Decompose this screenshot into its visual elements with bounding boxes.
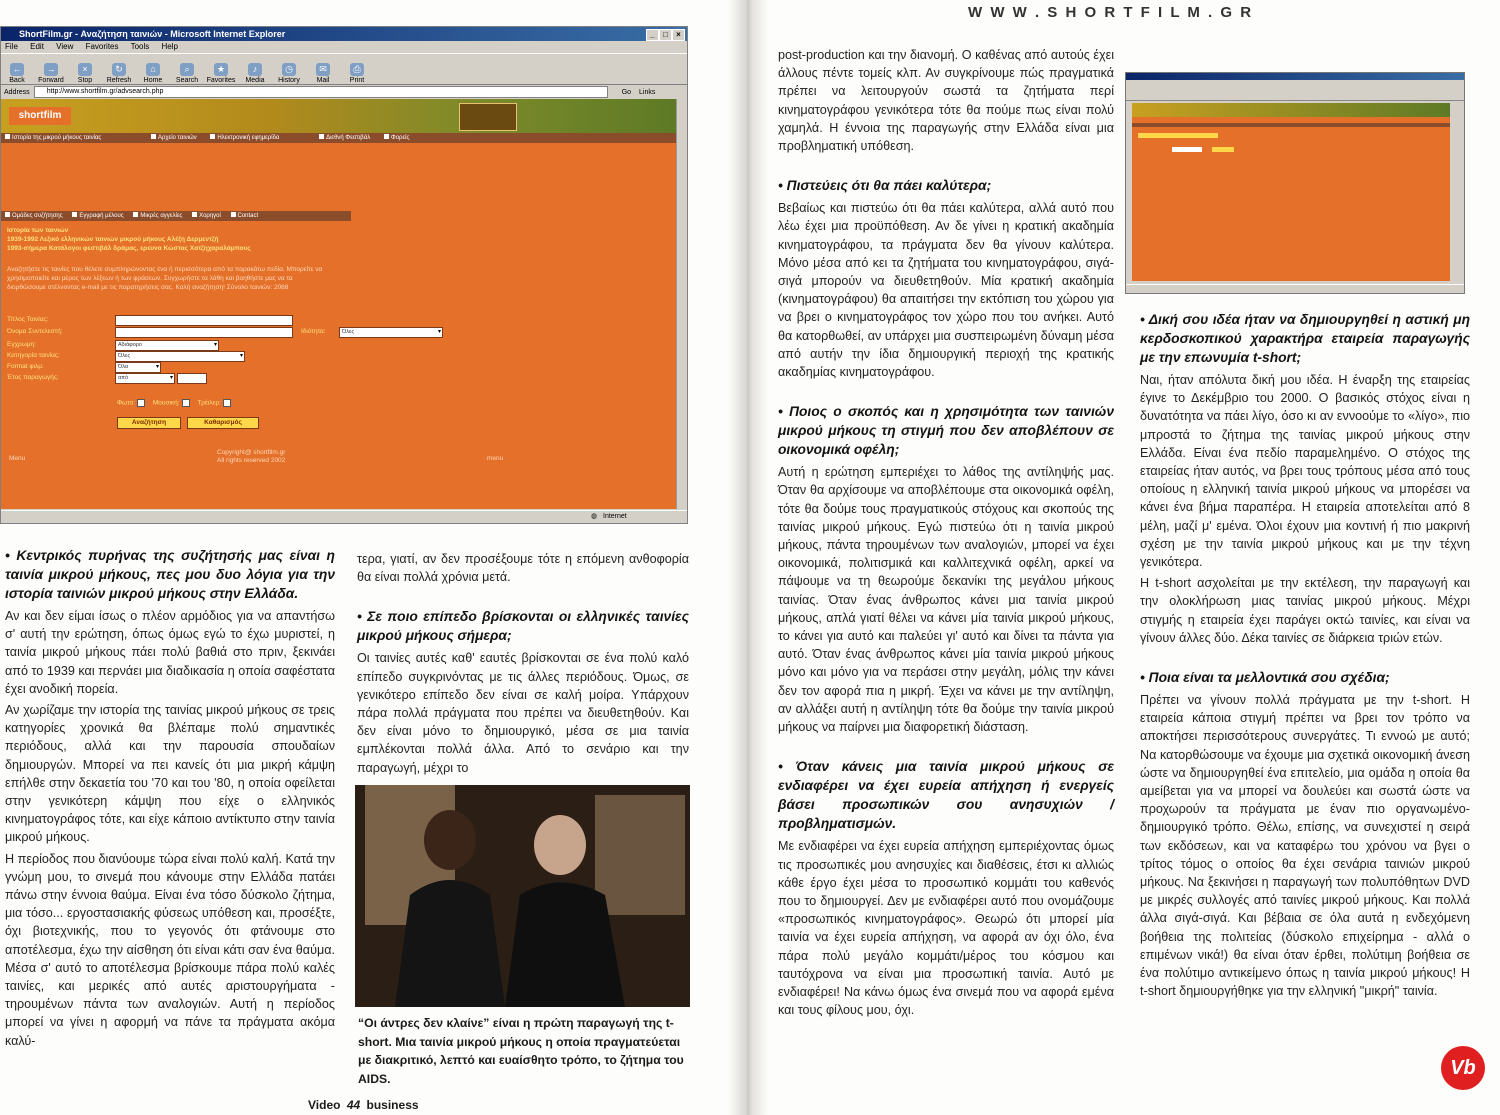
left-column-2 [357, 550, 689, 780]
right-column-2 [1140, 310, 1470, 1004]
search-icon: ⌕ [180, 63, 194, 76]
toolbar-forward: → Forward [38, 64, 64, 84]
two-men-photo-icon [355, 785, 690, 1007]
question-better: • Πιστεύεις ότι θα πάει καλύτερα; [778, 178, 992, 194]
label-role: Ιδιότητα: [301, 328, 326, 335]
paragraph: Αν και δεν είμαι ίσως ο πλέον αρμόδιος για να απαντήσω σ' αυτή την ερώτηση, όπως όμως εγώ το έχω μυριστεί, η ταινία μικρού μήκους πάει πολύ βαθιά στο πριν, ξεκινάει από το 1939 και περνάει μια διαδικασία η οποία σαφέστατα έχει ανοδική πορεία. [5, 609, 335, 696]
label-format: Format φιλμ: [7, 363, 44, 370]
side-left-label: Menu [9, 455, 26, 462]
copyright-1: Copyright@ shortfilm.gr [217, 449, 286, 456]
label-color: Εγχρωμη: [7, 341, 36, 348]
history-title: Ιστορία των ταινιών [7, 227, 69, 234]
label-category: Κατηγορία ταινίας: [7, 352, 60, 359]
title-input [115, 315, 293, 326]
left-column-1 [5, 546, 335, 1053]
question-future: • Ποια είναι τα μελλοντικά σου σχέδια; [1140, 670, 1390, 686]
toolbar-favorites: ★ Favorites [206, 64, 236, 84]
browser-thumbnail-screenshot [1125, 72, 1465, 294]
go-button: Go [621, 88, 632, 96]
paragraph: Πρέπει να γίνουν πολλά πράγματα με την t-short. Η εταιρεία κάποια στιγμή πρέπει να βρει τον τρόπο να αποκτήσει περισσότερους συνεργάτες. Τι εννοώ με αυτό; Να κατορθώσουμε να έχουμε μια σχετικά οικονομική άνεση ώστε να δημιουργηθεί ένα επιτελείο, μια ομάδα η οποία θα αμείβεται για να μπορεί να δουλεύει και σωστά ώστε να προχωρούν τα πράγματα με έναν πιο οργανωμένο-δημιουργικό τρόπο. Θέλω, επίσης, να συνεχιστεί η σειρά των εκδόσεων, και να καταφέρω του χρόνου να βγει ο τρίτος τόμος ο οποίος θα έχει σενάρια ταινιών μικρού μήκους. Να ξεκινήσει η παραγωγή των πολυπόθητων DVD με μικρές συλλογές από ταινίες μικρού μήκους. Και πολλά άλλα σιγά-σιγά. Και βέβαια σε όλα αυτά η ενδεχόμενη βοήθεια της πολιτείας (δύσκολο επιχείρημα - αλλά ο επιμένων νικά!) θα είναι όταν έρθει, πολύτιμη βοήθεια σε ένα πολύτιμο αντικείμενο όπως η ταινία μικρού μήκους! Η t-short δημιουργήθηκε για την ελληνική "μικρή" ταινία. [1140, 693, 1470, 999]
label-year: Έτος παραγωγής: [7, 374, 59, 381]
copyright-2: All rights reserved 2002 [217, 457, 286, 464]
menu-tools: Tools [130, 42, 150, 51]
side-right-label: menu [487, 455, 504, 462]
forward-arrow-icon: → [44, 63, 58, 76]
trailer-checkbox [223, 399, 231, 407]
toolbar-media: ♪ Media [245, 64, 265, 84]
menu-view: View [56, 42, 74, 51]
browser-title-bar [1, 27, 687, 41]
page-footer [308, 1098, 419, 1112]
site-logo: shortfilm [9, 107, 71, 125]
search-button: Αναζήτηση [117, 417, 181, 429]
question-t-short: • Δική σου ιδέα ήταν να δημιουργηθεί η αστική μη κερδοσκοπικού χαρακτήρα εταιρεία παραγωγής με την επωνυμία t-short; [1140, 312, 1470, 365]
label-contributor: Όνομα Συντελεστή: [7, 328, 63, 335]
toolbar-refresh: ↻ Refresh [106, 64, 132, 84]
toolbar-print: ⎙ Print [349, 64, 365, 84]
question-level: • Σε ποιο επίπεδο βρίσκονται οι ελληνικές ταινίες μικρού μήκους σήμερα; [357, 609, 689, 644]
site-banner-image [459, 103, 517, 131]
thumbnail-heading [1138, 133, 1218, 138]
paragraph: Η t-short ασχολείται με την εκτέλεση, την παραγωγή και την ολοκλήρωση μιας ταινίας μικρού μήκους. Μέχρι στιγμής η εταιρεία έχει παράγει οκτώ ταινίες, και είναι να γίνουν άλλες δύο. Δέκα ταινίες σε διάρκεια τριών ετών. [1140, 576, 1470, 645]
browser-status-bar [1, 510, 687, 523]
media-icon: ♪ [248, 63, 262, 76]
toolbar-home: ⌂ Home [143, 64, 163, 84]
status-zone: Internet [603, 513, 627, 520]
site-nav: Ιστορία της μικρού μήκους ταινίας Αρχείο ταινιών Ηλεκτρονική εφημερίδα Διεθνή Φεστιβάλ Φορείς [1, 133, 677, 143]
toolbar-history: ◷ History [278, 64, 300, 84]
minimize-icon: _ [646, 29, 659, 41]
menu-file: File [5, 42, 18, 51]
thumbnail-content [1132, 103, 1450, 281]
thumbnail-toolbar [1126, 80, 1464, 101]
paragraph: Οι ταινίες αυτές καθ' εαυτές βρίσκονται σε ένα πολύ καλό επίπεδο συγκρινόντας με τις άλλες περιόδους. Όμως, σε γενικότερο επίπεδο δεν είναι σε καλή μοίρα. Υπάρχουν πάρα πολλά πράγματα που πρέπει να διευθετηθούν. Και δεν είναι μόνο το δημιουργικό, μέσα σε μια ταινία εμπλέκονται πολλά άλλα. Από το σενάριο και την παραγωγή, μέχρι το [357, 651, 689, 775]
history-icon: ◷ [282, 63, 296, 76]
browser-menu [1, 41, 687, 53]
contributor-input [115, 327, 293, 338]
footer-section: business [366, 1098, 419, 1112]
music-checkbox [182, 399, 190, 407]
toolbar-stop: × Stop [77, 64, 93, 84]
role-select: Όλες ▾ [339, 327, 443, 338]
paragraph: Η περίοδος που διανύουμε τώρα είναι πολύ καλή. Κατά την γνώμη μου, το σινεμά που κάνουμε στην Ελλάδα πατάει πάνω στην έννοια θαύμα. Είναι ένα τόσο δύσκολο ζήτημα, μια τόσο... εργοστασιακής φύσεως υπόθεση και, προσέξτε, όχι βιοτεχνικής, που το γεγονός ότι φτάνουμε στο αποτέλεσμα, έχω την αίσθηση ότι είναι κάτι σαν ένα θαύμα. Μέσα σ' αυτό το αποτέλεσμα βρίσκουμε πάρα πολύ καλές ταινίες, και μερικές από αυτές αριστουργήματα - τηρουμένων πάντα των αναλογιών. Αυτή η περίοδος μπορεί να γίνει η αφορμή να πάνε τα πράγματα ακόμα καλύ- [5, 851, 335, 1048]
site-content [1, 99, 677, 509]
paragraph: post-production και την διανομή. Ο καθένας από αυτούς έχει άλλους πέντε τομείς κλπ. Αν συγκρίνουμε πώς πραγματικά πρέπει να λειτουργούν σωστά τα ζητήματα περί κινηματογράφου γενικότερα τότε θα πούμε πως είναι πολύ χαμηλά. Η έννοια της παραγωγής στην Ελλάδα είναι μια προβληματική υπόθεση. [778, 48, 1114, 154]
browser-scrollbar [676, 99, 687, 509]
maximize-icon: □ [659, 29, 672, 41]
photo-caption: “Οι άντρες δεν κλαίνε” είναι η πρώτη παραγωγή της t-short. Μια ταινία μικρού μήκους η οποία πραγματεύεται με διακριτικό, λεπτό και ευαίσθητο τρόπο, το ζήτημα του AIDS. [358, 1016, 684, 1086]
paragraph: Με ενδιαφέρει να έχει ευρεία απήχηση εμπεριέχοντας όμως τις προσωπικές μου ανησυχίες και διαθέσεις, έτσι κι αλλιώς κάθε έργο έχει μέσα το προσωπικό κομμάτι του καθενός που το δημιουργεί. Δεν με ενδιαφέρει αυτό που ονομάζουμε «προσωπικός κινηματογράφος». Θεωρώ ότι μπορεί μία ταινία να έχει ευρεία απήχηση, να αφορά αν όχι όλο, ένα πάρα πολύ μεγάλο κομμάτι/μέρος του κόσμου και ταυτόχρονα να είναι μια προσωπική ταινία. Αυτό με ενδιαφέρει! Να κάνω όμως ένα σινεμά που να αφορά εμένα και τους φίλους μου, όχι. [778, 839, 1114, 1018]
category-select: Όλες ▾ [115, 351, 245, 362]
site-header [1, 99, 677, 133]
print-icon: ⎙ [350, 63, 364, 76]
address-bar: Address http://www.shortfilm.gr/advsearch.php Go Links [1, 85, 687, 99]
stop-icon: × [78, 63, 92, 76]
menu-edit: Edit [30, 42, 44, 51]
year-select: από ▾ [115, 373, 175, 384]
mail-icon: ✉ [316, 63, 330, 76]
label-title: Τίτλος Ταινίας: [7, 316, 49, 323]
history-line-2: 1993-σήμερα Κατάλογοι φεστιβάλ δράμας, ερευνα Κώστας Χατζηχαραλάμπους [7, 245, 251, 252]
photo-checkbox [137, 399, 145, 407]
question-history: • Κεντρικός πυρήνας της συζήτησής μας είναι η ταινία μικρού μήκους, πες μου δυο λόγια για την ιστορία ταινιών μικρού μήκους στην Ελλάδα. [5, 548, 335, 601]
refresh-icon: ↻ [112, 63, 126, 76]
clear-button: Καθαρισμός [187, 417, 259, 429]
star-icon: ★ [214, 63, 228, 76]
website-header: W W W . S H O R T F I L M . G R [968, 4, 1254, 21]
browser-screenshot [0, 26, 688, 524]
menu-favorites: Favorites [85, 42, 119, 51]
footer-magazine: Video [308, 1098, 341, 1112]
paragraph: Ναι, ήταν απόλυτα δική μου ιδέα. Η έναρξη της εταιρείας έγινε το Δεκέμβριο του 2000. Ο βασικός στόχος είναι η δυνατότητα να πάει λίγο, όσο κι αν εννοούμε το «λίγο», πιο μπροστά το ζήτημα της ταινίας μικρού μήκους στην Ελλάδα. Είναι ένα πεδίο παραμελημένο. Ο στόχος της εταιρείας ήταν αυτός, να βρει τους τρόπους μέσα από τους οποίους η ελληνική ταινία μικρού μήκους να μπορέσει να κάνει ένα βήμα παραπέρα. Η εταιρεία αποτελείται από 8 μέλη, μαζί μ' εμένα. Όλοι έχουν μια κοντινή ή πιο μακρινή σχέση με την ταινία μικρού μήκους και με την τέχνη γενικότερα. [1140, 373, 1470, 570]
paragraph: Βεβαίως και πιστεύω ότι θα πάει καλύτερα, αλλά αυτό που λέω έχει μια προϋπόθεση. Αν δε γίνει η κρατική ακαδημία κινηματογράφου, τα πράγματα δεν θα γίνουν καλύτερα. Μόνο μέσα από κει τα ζητήματα του κινηματογράφου, σιγά-σιγά μπορούν να διευθετηθούν. Μία κρατική ακαδημία (κινηματογράφου) θα απαιτήσει την εκτόπιση του χώρου για να βρει ο κινηματογράφος τον χώρο που του ανήκει. Αυτό θα κατορθωθεί, αν υπάρχει μια συσπειρωμένη δύναμη μέσα από αυτήν την ίδια δημιουργική περιοχή της κρατικής ακαδημίας κινηματογράφου. [778, 201, 1114, 380]
address-field: http://www.shortfilm.gr/advsearch.php [34, 86, 608, 98]
internet-zone-icon: ◍ [591, 513, 598, 520]
thumbnail-taskbar [1126, 284, 1464, 293]
toolbar-search: ⌕ Search [175, 64, 199, 84]
browser-title: ShortFilm.gr - Αναζήτηση ταινιών - Microsoft Internet Explorer [19, 29, 286, 39]
thumbnail-site-header [1132, 103, 1450, 117]
question-purpose: • Ποιος ο σκοπός και η χρησιμότητα των ταινιών μικρού μήκους τη στιγμή που δεν αποβλέπουν σε οικονομικά οφέλη; [778, 404, 1114, 458]
back-arrow-icon: ← [10, 63, 24, 76]
footer-page-number: 44 [346, 1098, 361, 1112]
thumbnail-button [1212, 147, 1234, 152]
links-label: Links [639, 88, 656, 96]
thumbnail-title-bar [1126, 73, 1464, 80]
format-select: Όλα ▾ [115, 362, 161, 373]
thumbnail-input [1172, 147, 1202, 152]
site-nav-secondary: Ομάδες συζήτησης Εγγραφή μέλους Μικρές αγγελίες Χορηγοί Contact [1, 211, 351, 221]
paragraph: Αυτή η ερώτηση εμπεριέχει το λάθος της αντίληψής μας. Όταν θα αρχίσουμε να αποβλέπουμε στα οικονομικά οφέλη, τότε θα δούμε τους πραγματικούς στόχους και σκοπούς της ταινίας μικρού μήκους. Εγώ πιστεύω ότι η ταινία μικρού μήκους, πάντα τηρουμένων των αναλογιών, μπορεί να έχει οικονομικά, πολιτισμικά και καλλιτεχνικά οφέλη, αρκεί να πάψουμε να τη θεωρούμε δεκανίκι της μεγάλου μήκους ταινίας. Όταν ένας άνθρωπος κάνει μια ταινία μικρού μήκους, απλά γιατί θέλει να κάνει μία ταινία μικρού μήκους, το κάνει για αυτό και παλεύει γι' αυτό και δίνει τα πάντα για αυτό. Όταν ένας άνθρωπος κάνει μία ταινία μικρού μήκους μόνο και μόνο για να περάσει στην μεγάλη, μόλις την κάνει δεν τον αφορά πια η μικρή. Έχει να κάνει με την αντίληψη, αν αλλάξει αυτή η αντίληψη τότε θα δούμε την ταινία μικρού μήκους να παίρνει μια διαφορετική διάσταση. [778, 465, 1114, 735]
thumbnail-nav [1132, 123, 1450, 127]
intro-line-1: Αναζητήστε τις ταινίες που θέλετε συμπληρώνοντας ένα ή περισσότερα από τα παρακάτω πεδία. Μπορείτε να [7, 266, 323, 273]
close-icon: × [672, 29, 685, 41]
right-column-1 [778, 46, 1114, 1022]
toolbar-mail: ✉ Mail [316, 64, 330, 84]
intro-line-2: χρησιμοποιείτε και μέρος των λέξεων ή των φράσεων. Συγχωρήστε τα λάθη και βοηθήστε μας να τα [7, 275, 293, 282]
year-input [177, 373, 207, 384]
paragraph: Αν χωρίζαμε την ιστορία της ταινίας μικρού μήκους σε τρεις κατηγορίες χρονικά θα βλέπαμε πολύ σημαντικές περιόδους, αλλά και την παρουσία σπουδαίων δημιουργών. Μπορεί να πει κανείς ότι μια μικρή κάμψη επήλθε στην δεκαετία του '70 και του '80, η οποία οφείλεται στην γενικότερη κάμψη που είχε ο ελληνικός κινηματογράφος τότε, και είχε κάποιο αντίκτυπο στην ταινία μικρού μήκους. [5, 703, 335, 845]
menu-help: Help [161, 42, 178, 51]
film-still-photo [355, 785, 690, 1007]
question-appeal: • Όταν κάνεις μια ταινία μικρού μήκους σε ενδιαφέρει να έχει ευρεία απήχηση ή ενεργείς βάσει προσωπικών σου ανησυχιών / προβληματισμών. [778, 759, 1114, 832]
page-gutter [728, 0, 768, 1115]
browser-toolbar [1, 53, 687, 85]
home-icon: ⌂ [146, 63, 160, 76]
paragraph: τερα, γιατί, αν δεν προσέξουμε τότε η επόμενη ανθοφορία θα είναι πολλά χρόνια μετά. [357, 552, 689, 585]
intro-line-3: διορθώσουμε στέλνοντας e-mail με τις παρατηρήσεις σας. Καλή αναζήτηση! Σύνολο ταινιών: 2068 [7, 284, 289, 291]
media-options: Φωτο: Μουσική: Τρέιλερ: [117, 399, 237, 407]
toolbar-back: ← Back [9, 64, 25, 84]
history-line-1: 1939-1992 Λεξικό ελληνικών ταινιών μικρού μήκους Αλέξη Δερμεντζή [7, 236, 219, 243]
vb-logo-badge: Vb [1441, 1046, 1485, 1090]
color-select: Αδιάφορο ▾ [115, 340, 219, 351]
